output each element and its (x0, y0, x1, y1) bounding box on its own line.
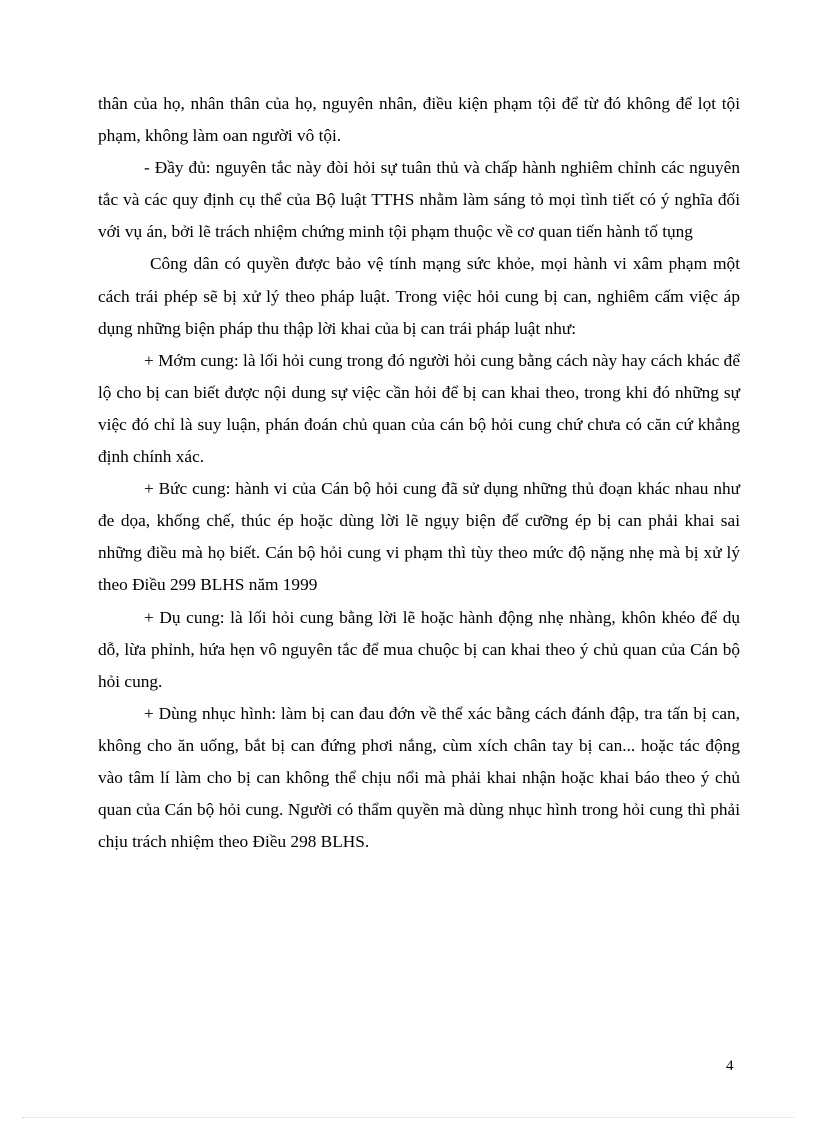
paragraph-buc-cung: + Bức cung: hành vi của Cán bộ hỏi cung đã sử dụng những thủ đoạn khác nhau như đe dọa, khống chế, thúc ép hoặc dùng lời lẽ ngụy biện để cưỡng ép bị can phải khai sai những điều mà họ biết. Cán bộ hỏi cung vi phạm thì tùy theo mức độ nặng nhẹ mà bị xử lý theo Điều 299 BLHS năm 1999 (98, 479, 740, 595)
paragraph-mom-cung: + Mớm cung: là lối hỏi cung trong đó người hỏi cung bằng cách này hay cách khác để lộ cho bị can biết được nội dung sự việc cần hỏi để bị can khai theo, trong khi đó những sự việc đó chỉ là suy luận, phán đoán chủ quan của cán bộ hỏi cung chứ chưa có căn cứ khẳng định chính xác. (98, 350, 740, 467)
paragraph-day-du: - Đầy đủ: nguyên tắc này đòi hỏi sự tuân thủ và chấp hành nghiêm chỉnh các nguyên tắc và các quy định cụ thể của Bộ luật TTHS nhằm làm sáng tỏ mọi tình tiết có ý nghĩa đối với vụ án, bởi lẽ trách nhiệm chứng minh tội phạm thuộc về cơ quan tiến hành tố tụng (98, 158, 740, 242)
paragraph-dung-nhuc-hinh: + Dùng nhục hình: làm bị can đau đớn về thể xác bằng cách đánh đập, tra tấn bị can, không cho ăn uống, bắt bị can đứng phơi nắng, cùm xích chân tay bị can... hoặc tác động vào tâm lí làm cho bị can không thể chịu nổi mà phải khai nhận hoặc khai báo theo ý chủ quan của Cán bộ hỏi cung. Người có thẩm quyền mà dùng nhục hình trong hỏi cung thì phải chịu trách nhiệm theo Điều 298 BLHS. (98, 703, 740, 852)
document-body (98, 88, 740, 858)
page-number: 4 (726, 1058, 734, 1074)
paragraph-du-cung: + Dụ cung: là lối hỏi cung bằng lời lẽ hoặc hành động nhẹ nhàng, khôn khéo để dụ dỗ, lừa phỉnh, hứa hẹn vô nguyên tắc để mua chuộc bị can khai theo ý chủ quan của Cán bộ hỏi cung. (98, 607, 740, 691)
page-bottom-divider (22, 1117, 794, 1118)
paragraph-continuation: thân của họ, nhân thân của họ, nguyên nhân, điều kiện phạm tội để từ đó không để lọt tội phạm, không làm oan người vô tội. (98, 94, 740, 146)
paragraph-cong-dan: Công dân có quyền được bảo vệ tính mạng sức khỏe, mọi hành vi xâm phạm một cách trái phép sẽ bị xử lý theo pháp luật. Trong việc hỏi cung bị can, nghiêm cấm việc áp dụng những biện pháp thu thập lời khai của bị can trái pháp luật như: (98, 254, 740, 338)
